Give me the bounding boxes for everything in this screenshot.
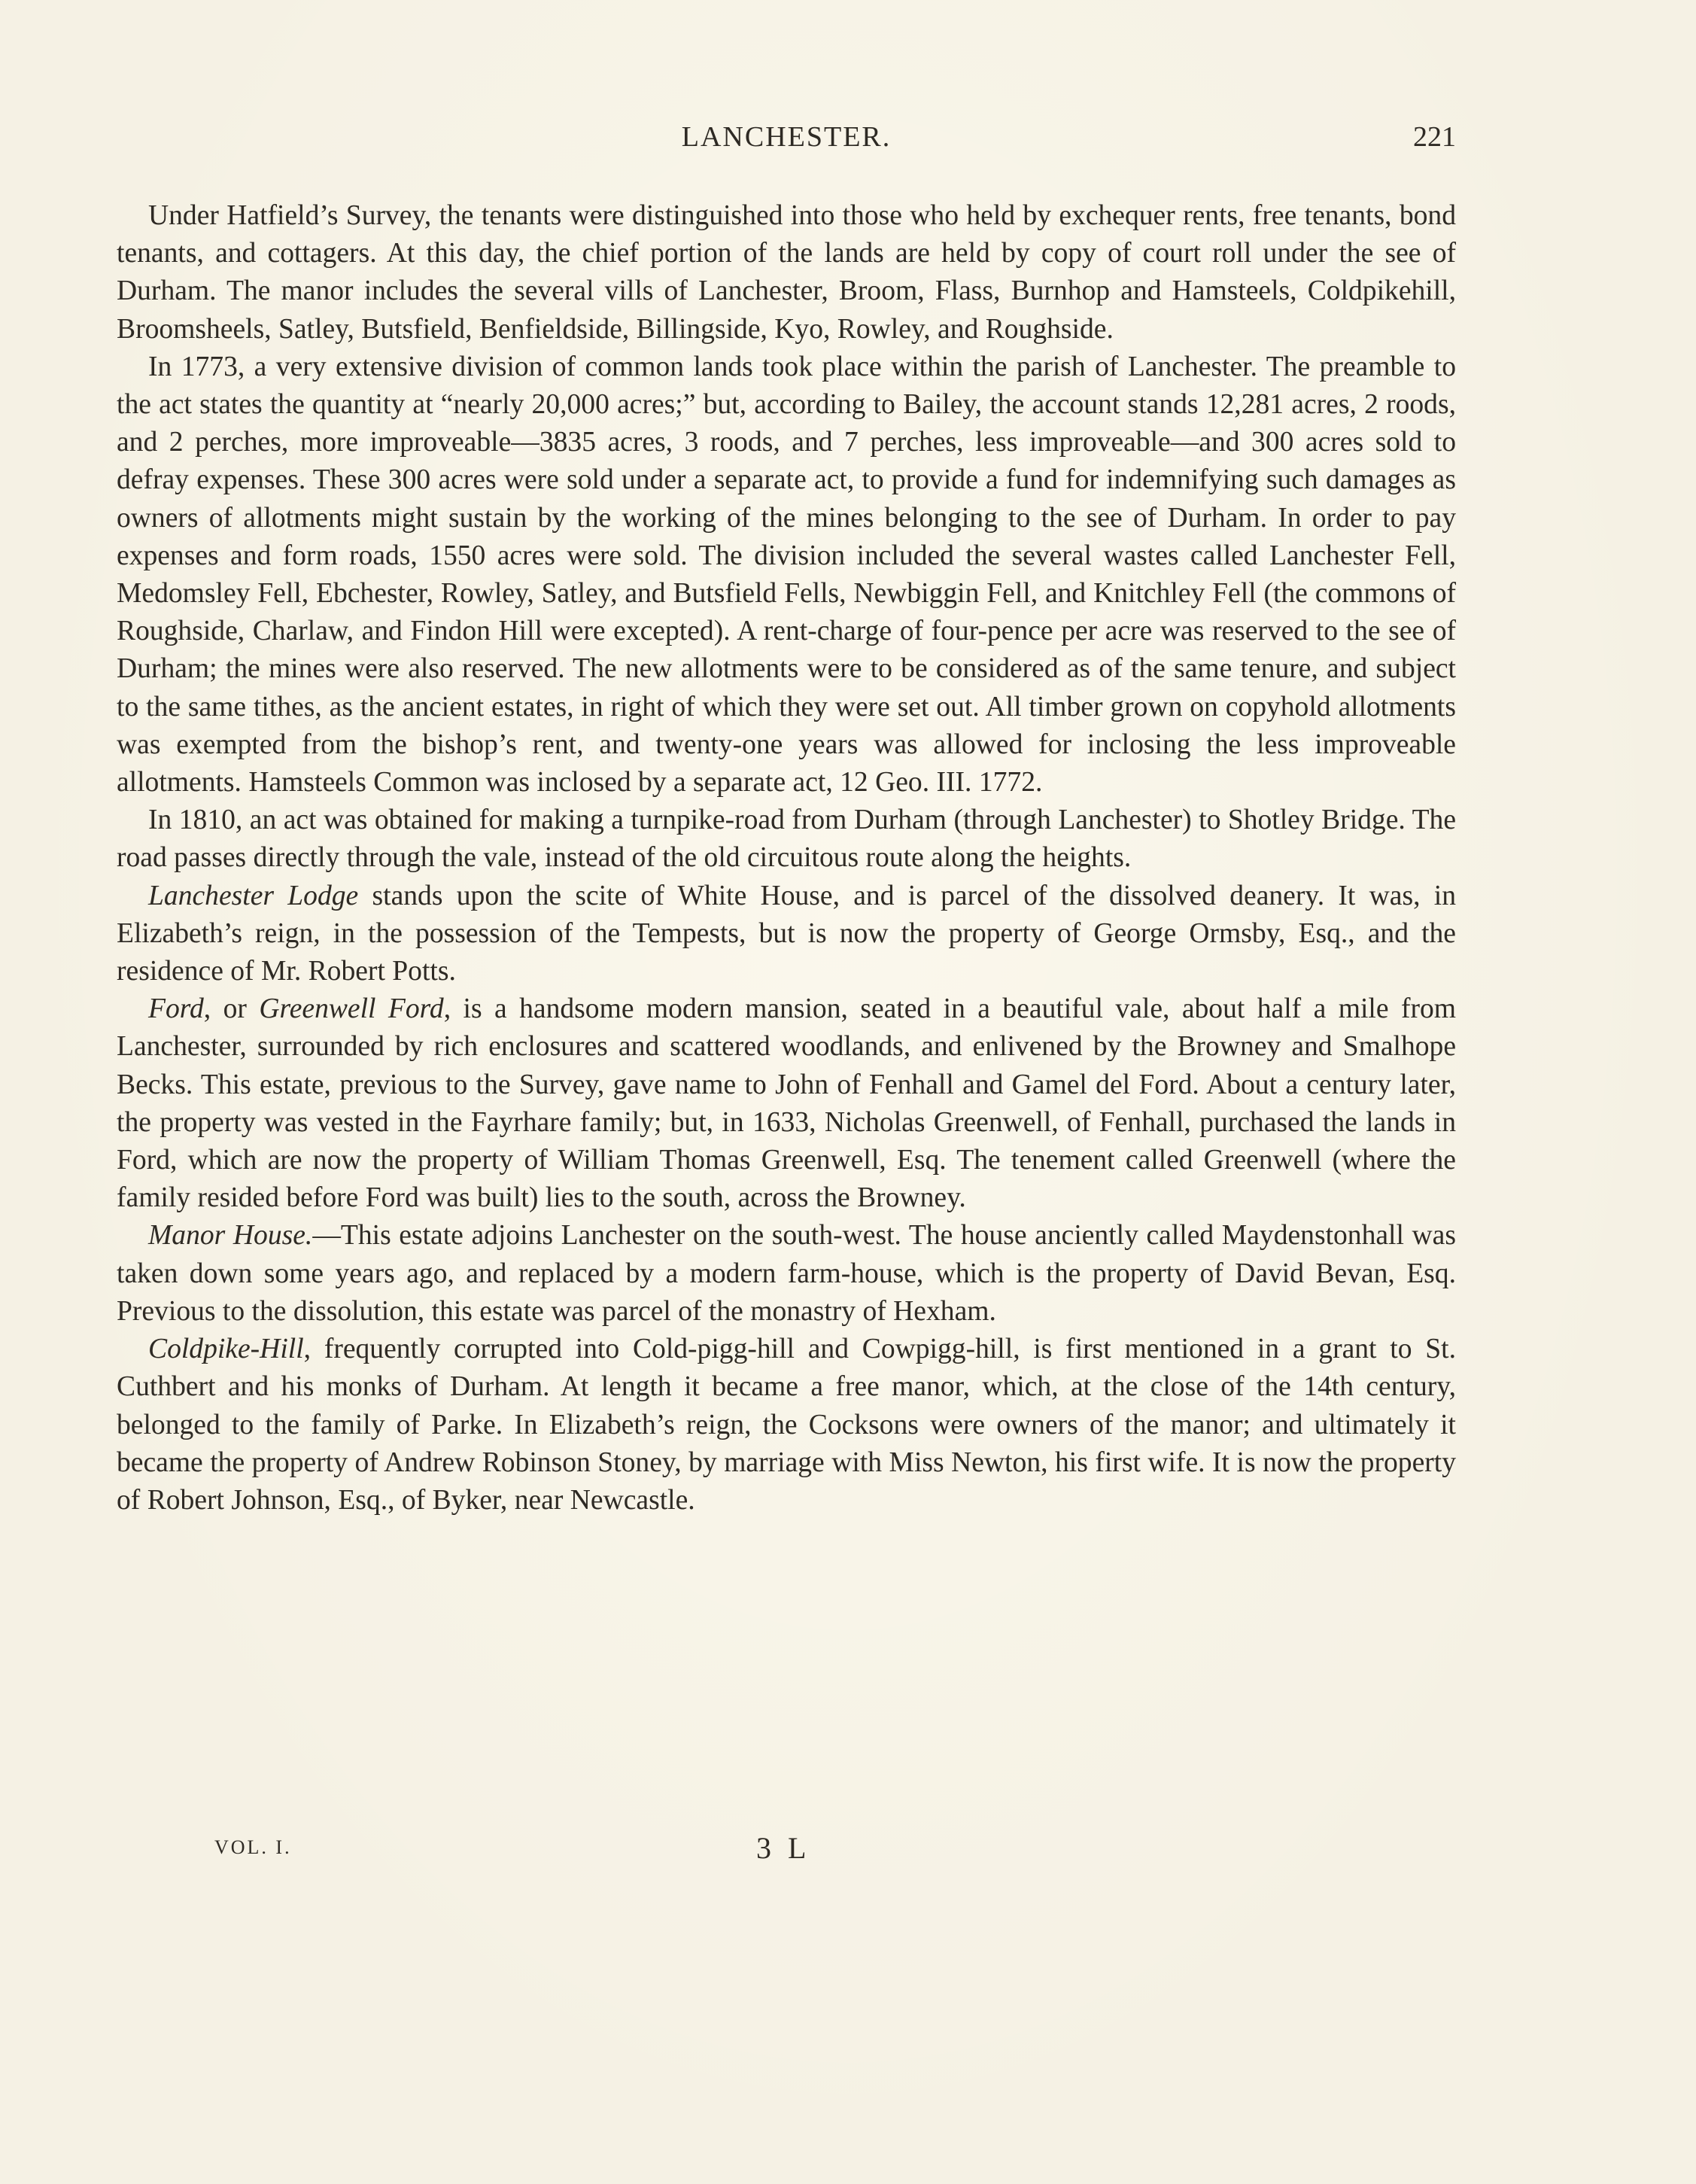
body-text (117, 197, 1456, 1519)
paragraph-text: , is a handsome modern mansion, seated in a beautiful vale, about half a mile from Lanchester, surrounded by rich enclosures and scattered woodlands, and enlivened by the Browney and Smalhope Becks. This estate, previous to the Survey, gave name to John of Fenhall and Gamel del Ford. About a century later, the property was vested in the Fayrhare family; but, in 1633, Nicholas Greenwell, of Fenhall, purchased the lands in Ford, which are now the property of William Thomas Greenwell, Esq. The tenement called Greenwell (where the family resided before Ford was built) lies to the south, across the Browney. (117, 993, 1456, 1214)
paragraph-text: , frequently corrupted into Cold-pigg-hill and Cowpigg-hill, is first mentioned in a grant to St. Cuthbert and his monks of Durham. At length it became a free manor, which, at the close of the 14th century, belonged to the family of Parke. In Elizabeth’s reign, the Cocksons were owners of the manor; and ultimately it became the property of Andrew Robinson Stoney, by marriage with Miss Newton, his first wife. It is now the property of Robert Johnson, Esq., of Byker, near Newcastle. (117, 1334, 1456, 1516)
place-name: Lanchester Lodge (148, 880, 359, 911)
paragraph-text: In 1773, a very extensive division of common lands took place within the parish of Lanchester. The preamble to the act states the quantity at “nearly 20,000 acres;” but, according to Bailey, the account stands 12,281 acres, 2 roods, and 2 perches, more improveable—3835 acres, 3 roods, and 7 perches, less improveable—and 300 acres sold to defray expenses. These 300 acres were sold under a separate act, to provide a fund for indemnifying such damages as owners of allotments might sustain by the working of the mines belonging to the see of Durham. In order to pay expenses and form roads, 1550 acres were sold. The division included the several wastes called Lanchester Fell, Medomsley Fell, Ebchester, Rowley, Satley, and Butsfield Fells, Newbiggin Fell, and Knitchley Fell (the commons of Roughside, Charlaw, and Findon Hill were excepted). A rent-charge of four-pence per acre was reserved to the see of Durham; the mines were also reserved. The new allotments were to be considered as of the same tenure, and subject to the same tithes, as the ancient estates, in right of which they were set out. All timber grown on copyhold allotments was exempted from the bishop’s rent, and twenty-one years was allowed for inclosing the less improveable allotments. Hamsteels Common was inclosed by a separate act, 12 Geo. III. 1772. (117, 351, 1456, 798)
paragraph (117, 990, 1456, 1217)
volume-label: VOL. I. (214, 1836, 292, 1858)
paragraph-text: stands upon the scite of White House, and is parcel of the dissolved deanery. It was, in Elizabeth’s reign, in the possession of the Tempests, but is now the property of George Ormsby, Esq., and the residence of Mr. Robert Potts. (117, 880, 1456, 987)
place-name: Ford (148, 993, 204, 1025)
page-number: 221 (1413, 121, 1456, 153)
paragraph-text: , or (203, 993, 260, 1025)
paragraph (117, 1217, 1456, 1331)
paragraph (117, 197, 1456, 348)
paragraph (117, 348, 1456, 802)
paragraph (117, 802, 1456, 877)
page-title: LANCHESTER. (681, 121, 892, 153)
paragraph-text: —This estate adjoins Lanchester on the south-west. The house anciently called Maydenstonhall was taken down some years ago, and replaced by a modern farm-house, which is the property of David Bevan, Esq. Previous to the dissolution, this estate was parcel of the monastry of Hexham. (117, 1220, 1456, 1327)
place-name: Greenwell Ford (259, 993, 444, 1025)
place-name: Manor House. (148, 1220, 313, 1252)
paragraph-text: In 1810, an act was obtained for making a turnpike-road from Durham (through Lanchester) to Shotley Bridge. The road passes directly through the vale, instead of the old circuitous route along the heights. (117, 805, 1456, 874)
paragraph (117, 878, 1456, 991)
place-name: Coldpike-Hill (148, 1334, 304, 1365)
paragraph-text: Under Hatfield’s Survey, the tenants were distinguished into those who held by exchequer rents, free tenants, bond tenants, and cottagers. At this day, the chief portion of the lands are held by copy of court roll under the see of Durham. The manor includes the several vills of Lanchester, Broom, Flass, Burnhop and Hamsteels, Coldpikehill, Broomsheels, Satley, Butsfield, Benfieldside, Billingside, Kyo, Rowley, and Roughside. (117, 200, 1456, 345)
running-head (117, 120, 1456, 166)
signature-mark: 3 L (756, 1831, 811, 1865)
page-footer (117, 1831, 1456, 1881)
paragraph (117, 1331, 1456, 1519)
